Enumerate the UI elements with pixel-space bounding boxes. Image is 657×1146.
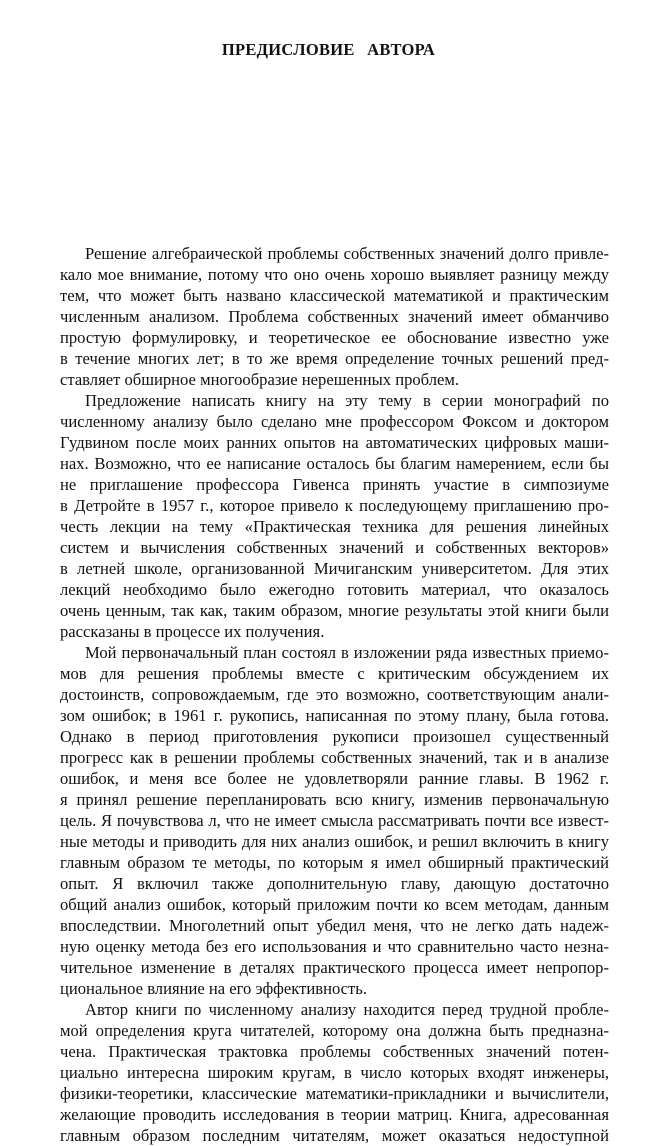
text-line: простую формулировку, и теоретическое ее обоснование известно уже bbox=[60, 328, 609, 347]
text-line: тем, что может быть названо классической математикой и практическим bbox=[60, 286, 609, 305]
text-line: циональное влияние на его эффективность. bbox=[60, 979, 368, 998]
text-line: Предложение написать книгу на эту тему в серии монографий по bbox=[85, 391, 609, 410]
text-line: Автор книги по численному анализу находится перед трудной пробле- bbox=[85, 1000, 609, 1019]
text-line: желающие проводить исследования в теории матриц. Книга, адресованная bbox=[60, 1105, 609, 1124]
text-line: не приглашение профессора Гивенса принять участие в симпозиуме bbox=[60, 475, 609, 494]
text-line: численному анализу было сделано мне профессором Фоксом и доктором bbox=[60, 412, 609, 431]
text-line: в Детройте в 1957 г., которое привело к последующему приглашению про- bbox=[60, 496, 609, 515]
text-line: численным анализом. Проблема собственных значений имеет обманчиво bbox=[60, 307, 609, 326]
text-line: впоследствии. Многолетний опыт убедил меня, что не легко дать надеж- bbox=[60, 916, 609, 935]
text-line: мой определения круга читателей, которому она должна быть предназна- bbox=[60, 1021, 609, 1040]
text-line: зом ошибок; в 1961 г. рукопись, написанная по этому плану, была готова. bbox=[60, 706, 609, 725]
text-line: прогресс как в решении проблемы собственных значений, так и в анализе bbox=[60, 748, 609, 767]
paragraph bbox=[60, 999, 609, 1146]
text-line: физики-теоретики, классические математики-прикладники и вычислители, bbox=[60, 1084, 609, 1103]
text-line: честь лекции на тему «Практическая техника для решения линейных bbox=[60, 517, 609, 536]
text-line: Однако в период приготовления рукописи произошел существенный bbox=[60, 727, 609, 746]
text-line: рассказаны в процессе их получения. bbox=[60, 622, 325, 641]
text-line: общий анализ ошибок, который приложим почти ко всем методам, данным bbox=[60, 895, 609, 914]
paragraph bbox=[60, 390, 609, 642]
text-line: лекций необходимо было ежегодно готовить материал, что оказалось bbox=[60, 580, 609, 599]
paragraph bbox=[60, 642, 609, 999]
page-title: ПРЕДИСЛОВИЕ АВТОРА bbox=[221, 40, 436, 59]
text-line: ставляет обширное многообразие нерешенных проблем. bbox=[60, 370, 459, 389]
text-line: очень ценным, так как, таким образом, многие результаты этой книги были bbox=[60, 601, 609, 620]
text-line: я принял решение перепланировать всю книгу, изменив первоначальную bbox=[60, 790, 609, 809]
text-line: опыт. Я включил также дополнительную главу, дающую достаточно bbox=[60, 874, 609, 893]
text-line: Решение алгебраической проблемы собственных значений долго привле- bbox=[85, 244, 609, 263]
text-line: Мой первоначальный план состоял в изложении ряда известных приемо- bbox=[85, 643, 609, 662]
text-line: кало мое внимание, потому что оно очень хорошо выявляет разницу между bbox=[60, 265, 609, 284]
text-line: нах. Возможно, что ее написание осталось бы благим намерением, если бы bbox=[60, 454, 609, 473]
text-line: цель. Я почувствова л, что не имеет смысла рассматривать почти все извест- bbox=[60, 811, 609, 830]
text-line: главным образом последним читателям, может оказаться недоступной bbox=[60, 1126, 609, 1145]
text-line: ные методы и приводить для них анализ ошибок, и решил включить в книгу bbox=[60, 832, 609, 851]
text-line: в течение многих лет; в то же время определение точных решений пред- bbox=[60, 349, 609, 368]
text-line: в летней школе, организованной Мичиганским университетом. Для этих bbox=[60, 559, 609, 578]
text-line: мов для решения проблемы вместе с критическим обсуждением их bbox=[60, 664, 609, 683]
text-line: достоинств, сопровождаемым, где это возможно, соответствующим анали- bbox=[60, 685, 609, 704]
text-line: систем и вычисления собственных значений и собственных векторов» bbox=[60, 538, 609, 557]
page-body bbox=[60, 243, 609, 1146]
text-line: ошибок, и меня все более не удовлетворяли ранние главы. В 1962 г. bbox=[60, 769, 609, 788]
text-line: главным образом те методы, по которым я имел обширный практический bbox=[60, 853, 609, 872]
paragraph bbox=[60, 243, 609, 390]
text-line: циально интересна широким кругам, в число которых входят инженеры, bbox=[60, 1063, 609, 1082]
text-line: чена. Практическая трактовка проблемы собственных значений потен- bbox=[60, 1042, 609, 1061]
text-line: Гудвином после моих ранних опытов на автоматических цифровых маши- bbox=[60, 433, 609, 452]
text-line: чительное изменение в деталях практического процесса имеет непропор- bbox=[60, 958, 609, 977]
text-line: ную оценку метода без его использования и что сравнительно часто незна- bbox=[60, 937, 609, 956]
